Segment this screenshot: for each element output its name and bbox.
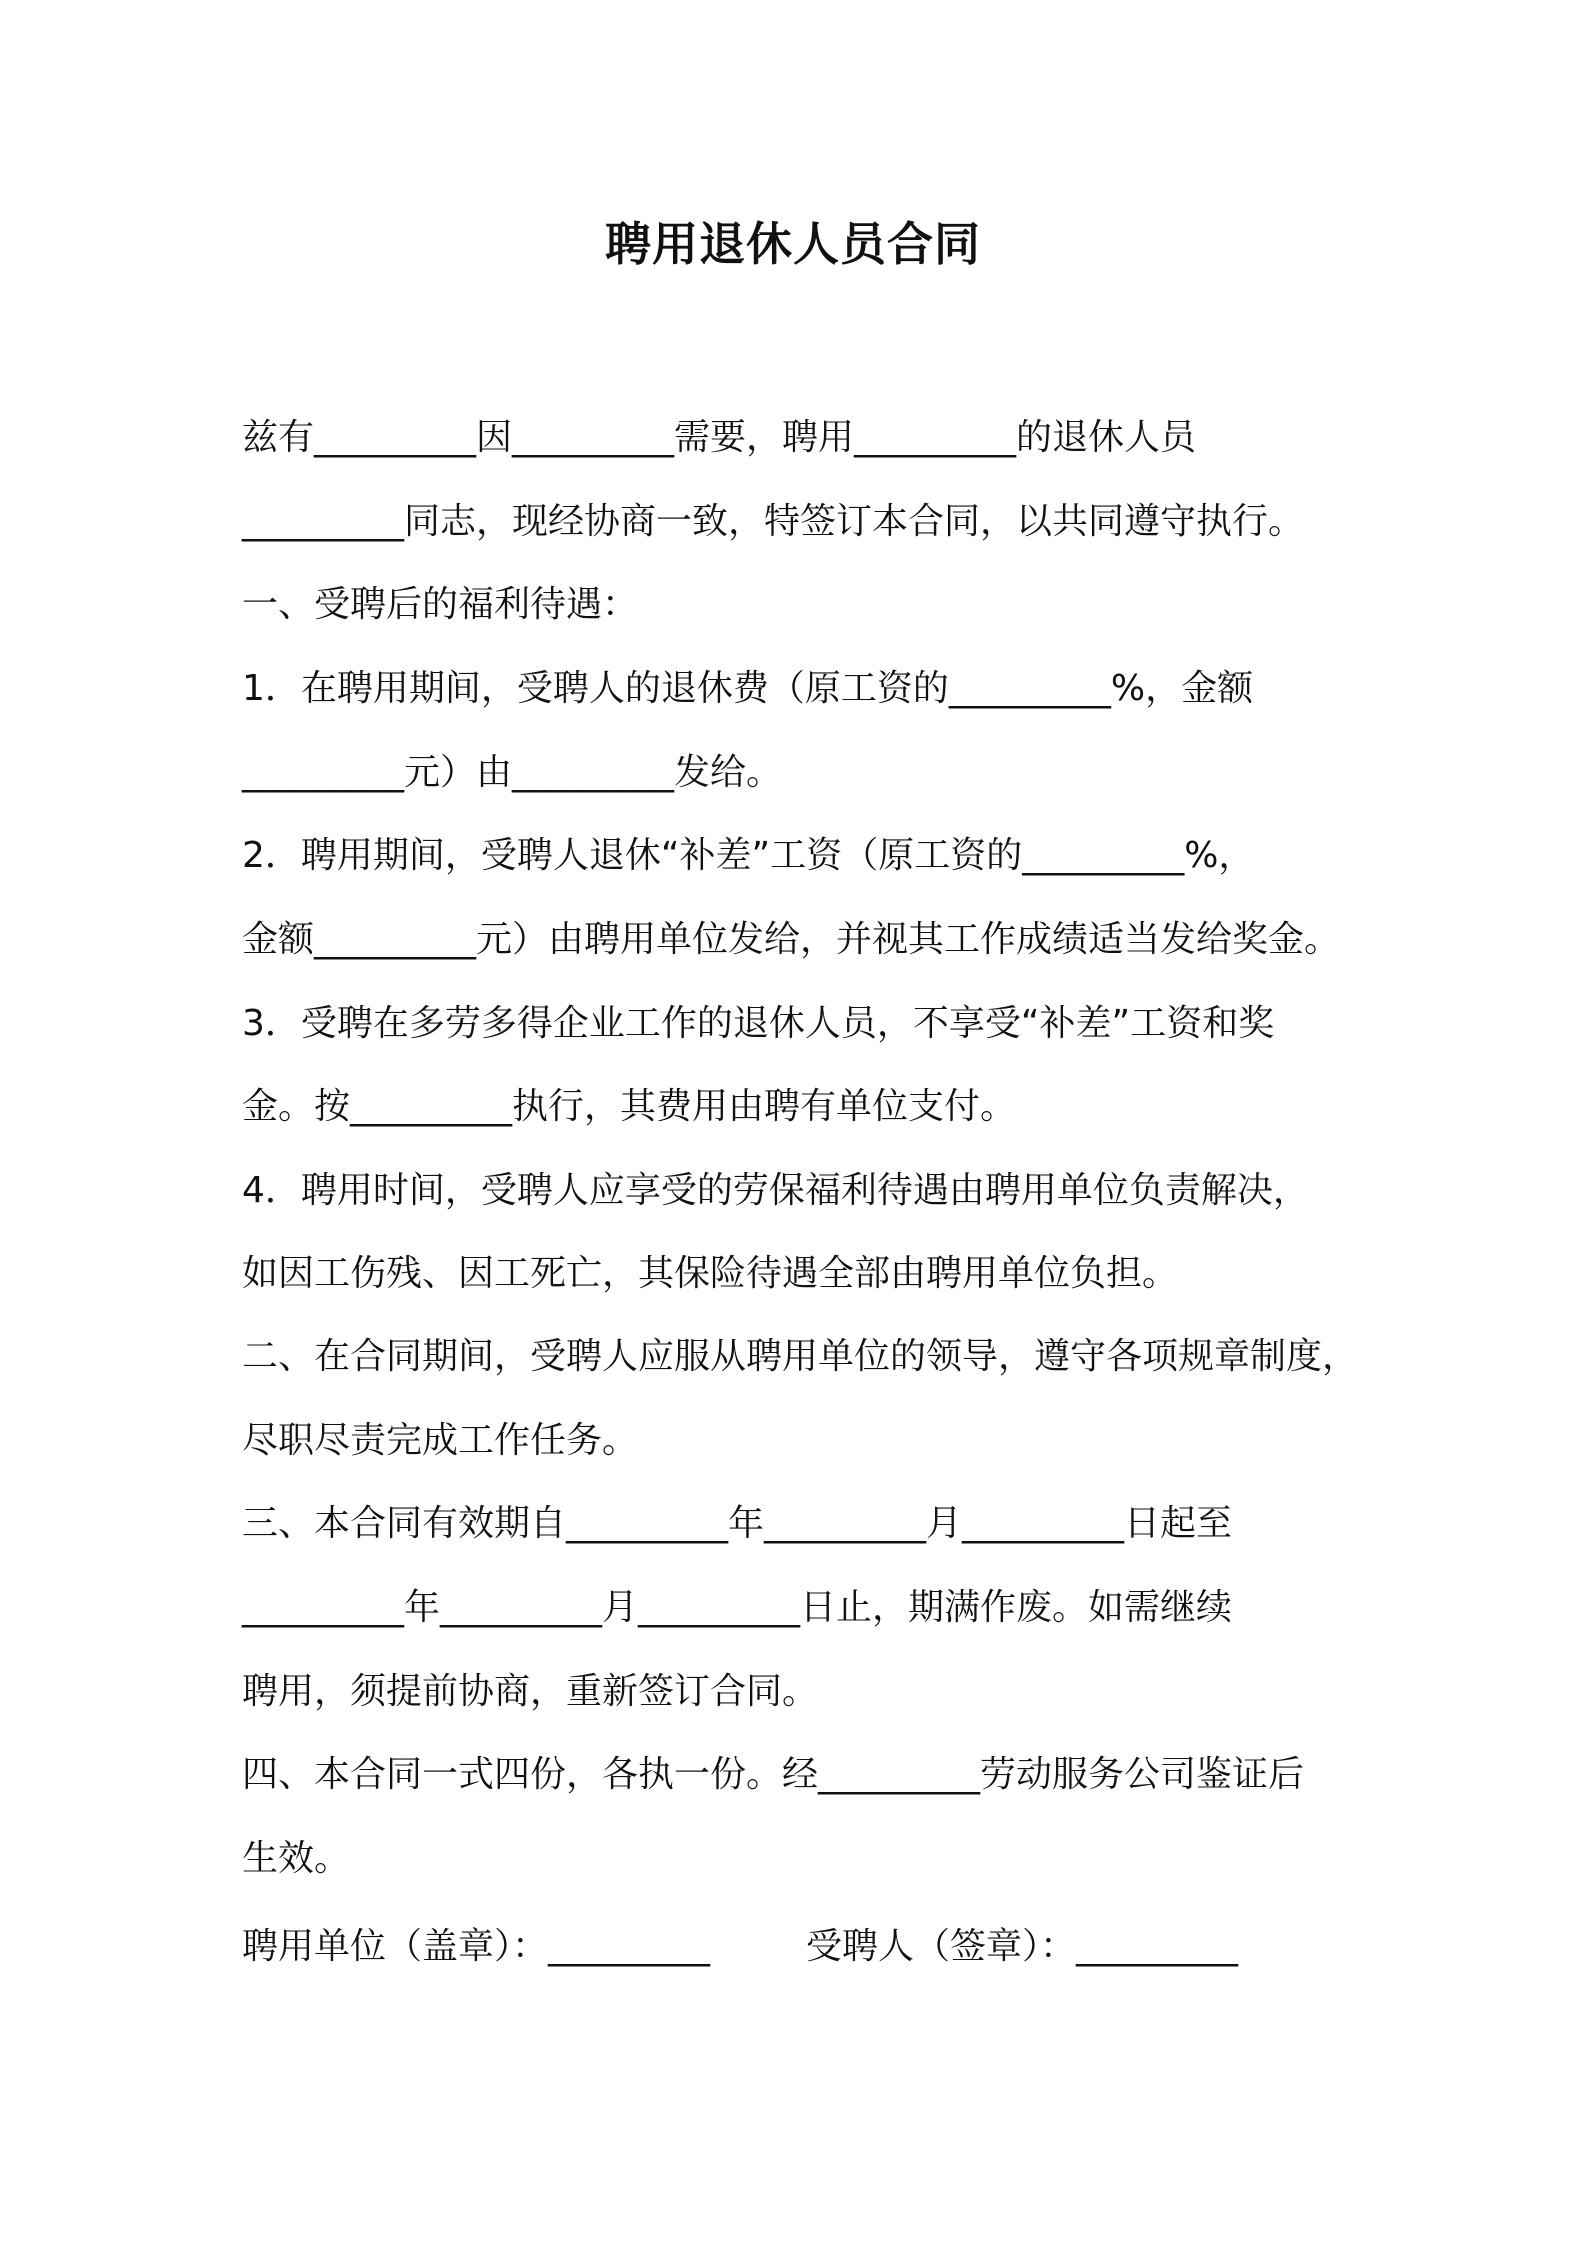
paragraph-line: _________元）由_________发给。 [242, 752, 783, 793]
paragraph-line: 如因工伤残、因工死亡，其保险待遇全部由聘用单位负担。 [242, 1253, 1179, 1294]
paragraph-line: 1．在聘用期间，受聘人的退休费（原工资的_________%，金额 [242, 668, 1254, 709]
paragraph-line: 4．聘用时间，受聘人应享受的劳保福利待遇由聘用单位负责解决， [242, 1170, 1309, 1211]
paragraph-line: 聘用，须提前协商，重新签订合同。 [242, 1671, 819, 1712]
paragraph-line: 生效。 [242, 1838, 351, 1879]
employer-signature-line: 聘用单位（盖章）：_________ [242, 1926, 711, 1967]
paragraph-line: 金额_________元）由聘用单位发给，并视其工作成绩适当发给奖金。 [242, 919, 1341, 960]
paragraph-line: 尽职尽责完成工作任务。 [242, 1420, 639, 1461]
section-line: 三、本合同有效期自_________年_________月_________日起至 [242, 1503, 1233, 1544]
section-heading: 一、受聘后的福利待遇： [242, 584, 639, 625]
employee-signature-line: 受聘人（签章）：_________ [806, 1926, 1239, 1967]
paragraph-line: 3．受聘在多劳多得企业工作的退休人员，不享受“补差”工资和奖 [242, 1003, 1275, 1044]
paragraph-line: 2．聘用期间，受聘人退休“补差”工资（原工资的_________%， [242, 835, 1255, 876]
paragraph-line: 兹有_________因_________需要，聘用_________的退休人员 [242, 417, 1197, 458]
section-line: 四、本合同一式四份，各执一份。经_________劳动服务公司鉴证后 [242, 1754, 1305, 1795]
paragraph-line: _________年_________月_________日止，期满作废。如需继续 [242, 1587, 1233, 1628]
paragraph-line: _________同志，现经协商一致，特签订本合同，以共同遵守执行。 [242, 501, 1305, 542]
document-title: 聘用退休人员合同 [605, 217, 981, 271]
paragraph-line: 金。按_________执行，其费用由聘有单位支付。 [242, 1086, 1017, 1127]
section-line: 二、在合同期间，受聘人应服从聘用单位的领导，遵守各项规章制度， [242, 1336, 1359, 1377]
